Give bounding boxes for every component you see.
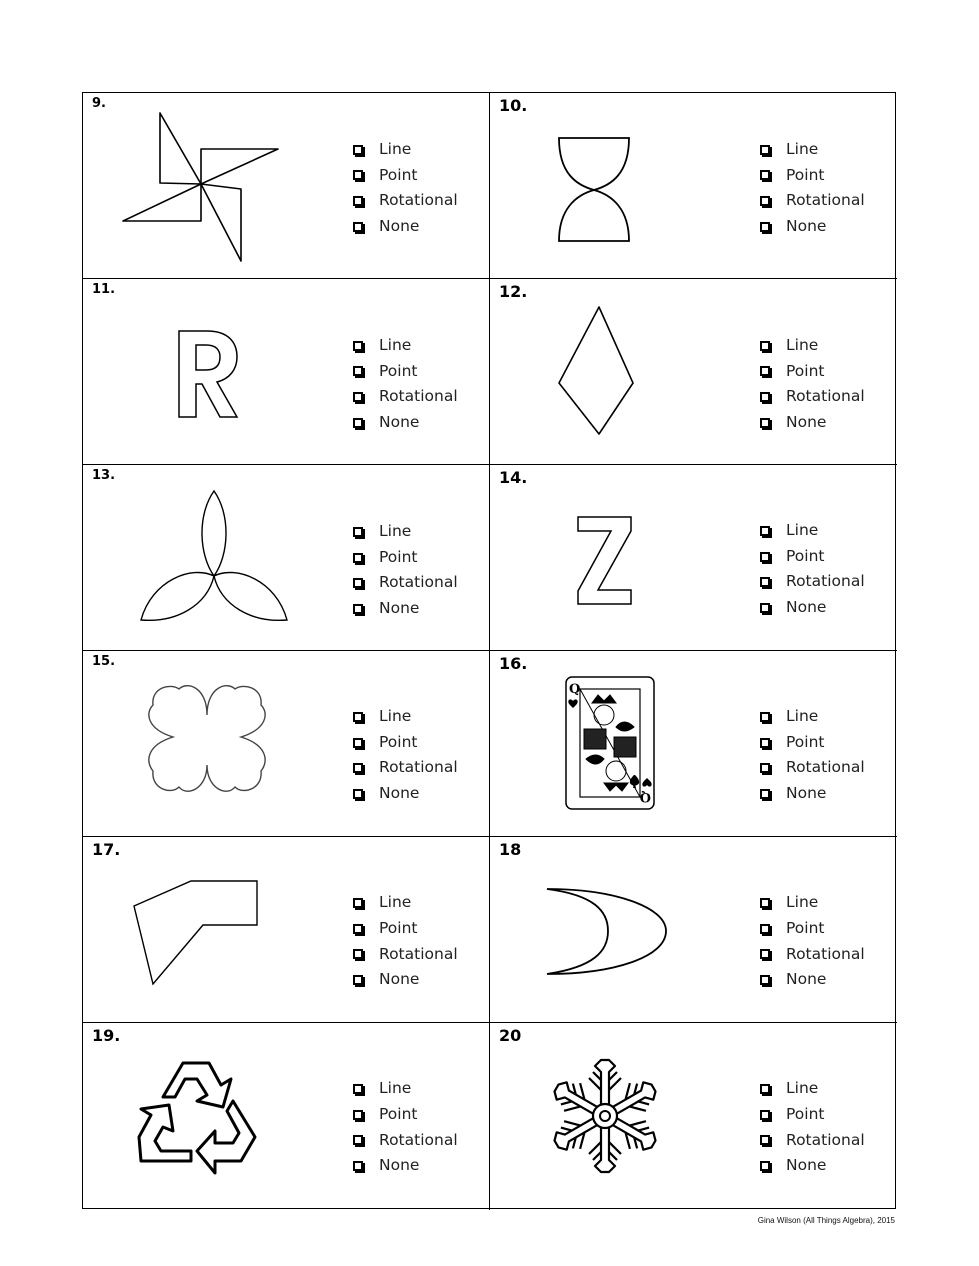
option-line[interactable]: Line bbox=[353, 137, 458, 163]
snowflake-figure bbox=[542, 1057, 668, 1175]
problem-number: 13. bbox=[92, 468, 116, 484]
option-rotational[interactable]: Rotational bbox=[353, 755, 458, 781]
option-point[interactable]: Point bbox=[353, 1102, 458, 1128]
checkbox[interactable] bbox=[353, 1110, 363, 1120]
card-rank-bottom: Q bbox=[639, 789, 651, 805]
checkbox[interactable] bbox=[760, 924, 770, 934]
option-none[interactable]: None bbox=[760, 1153, 865, 1179]
checkbox[interactable] bbox=[353, 418, 363, 428]
checkbox[interactable] bbox=[353, 738, 363, 748]
checkbox[interactable] bbox=[760, 738, 770, 748]
checkbox[interactable] bbox=[760, 366, 770, 376]
option-none[interactable]: None bbox=[760, 781, 865, 807]
option-point[interactable]: Point bbox=[760, 544, 865, 570]
option-point[interactable]: Point bbox=[760, 359, 865, 385]
option-none[interactable]: None bbox=[760, 595, 865, 621]
problem-number: 10. bbox=[499, 96, 528, 115]
checkbox[interactable] bbox=[353, 1084, 363, 1094]
checkbox[interactable] bbox=[353, 366, 363, 376]
option-rotational[interactable]: Rotational bbox=[760, 1128, 865, 1154]
checkbox[interactable] bbox=[353, 949, 363, 959]
checkbox[interactable] bbox=[760, 196, 770, 206]
options-list bbox=[760, 890, 865, 992]
option-line[interactable]: Line bbox=[353, 333, 458, 359]
options-list bbox=[353, 333, 458, 435]
option-point[interactable]: Point bbox=[353, 163, 458, 189]
worksheet-grid bbox=[82, 92, 896, 1209]
option-rotational[interactable]: Rotational bbox=[760, 384, 865, 410]
checkbox[interactable] bbox=[760, 1110, 770, 1120]
letter-r-figure bbox=[171, 325, 241, 425]
checkbox[interactable] bbox=[353, 578, 363, 588]
problem-13 bbox=[83, 465, 490, 651]
option-none[interactable]: None bbox=[353, 781, 458, 807]
checkbox[interactable] bbox=[353, 712, 363, 722]
checkbox[interactable] bbox=[760, 1084, 770, 1094]
option-line[interactable]: Line bbox=[353, 890, 458, 916]
problem-number: 20 bbox=[499, 1026, 522, 1046]
option-none[interactable]: None bbox=[760, 410, 865, 436]
checkbox[interactable] bbox=[760, 145, 770, 155]
kite-figure bbox=[552, 303, 636, 437]
options-list bbox=[760, 518, 865, 620]
option-none[interactable]: None bbox=[760, 967, 865, 993]
checkbox[interactable] bbox=[760, 975, 770, 985]
checkbox[interactable] bbox=[760, 222, 770, 232]
checkbox[interactable] bbox=[760, 552, 770, 562]
checkbox[interactable] bbox=[353, 763, 363, 773]
checkbox[interactable] bbox=[760, 526, 770, 536]
four-leaf-clover-figure bbox=[141, 679, 273, 805]
checkbox[interactable] bbox=[353, 527, 363, 537]
problem-16 bbox=[490, 651, 897, 837]
option-rotational[interactable]: Rotational bbox=[760, 942, 865, 968]
problem-19 bbox=[83, 1023, 490, 1209]
crescent-moon-figure bbox=[544, 885, 670, 979]
problem-number: 12. bbox=[499, 282, 528, 302]
option-line[interactable]: Line bbox=[760, 137, 865, 163]
checkbox[interactable] bbox=[353, 170, 363, 180]
option-point[interactable]: Point bbox=[760, 163, 865, 189]
option-none[interactable]: None bbox=[353, 596, 458, 622]
options-list bbox=[353, 890, 458, 992]
checkbox[interactable] bbox=[760, 712, 770, 722]
checkbox[interactable] bbox=[760, 898, 770, 908]
checkbox[interactable] bbox=[760, 763, 770, 773]
bent-polygon-figure bbox=[131, 877, 261, 989]
checkbox[interactable] bbox=[760, 1161, 770, 1171]
problem-number: 16. bbox=[499, 654, 528, 674]
problem-number: 9. bbox=[92, 96, 106, 111]
card-rank-top: Q bbox=[569, 682, 581, 698]
option-none[interactable]: None bbox=[353, 214, 458, 240]
problem-20 bbox=[490, 1023, 897, 1209]
checkbox[interactable] bbox=[353, 1135, 363, 1145]
problem-17 bbox=[83, 837, 490, 1023]
problem-15 bbox=[83, 651, 490, 837]
option-point[interactable]: Point bbox=[353, 545, 458, 571]
checkbox[interactable] bbox=[760, 392, 770, 402]
checkbox[interactable] bbox=[353, 222, 363, 232]
option-rotational[interactable]: Rotational bbox=[353, 1128, 458, 1154]
problem-number: 15. bbox=[92, 654, 116, 670]
option-point[interactable]: Point bbox=[353, 359, 458, 385]
problem-number: 14. bbox=[499, 468, 528, 488]
checkbox[interactable] bbox=[353, 898, 363, 908]
option-line[interactable]: Line bbox=[760, 333, 865, 359]
option-rotational[interactable]: Rotational bbox=[760, 188, 865, 214]
option-line[interactable]: Line bbox=[353, 519, 458, 545]
option-point[interactable]: Point bbox=[760, 730, 865, 756]
options-list bbox=[353, 137, 458, 239]
checkbox[interactable] bbox=[353, 975, 363, 985]
checkbox[interactable] bbox=[760, 949, 770, 959]
option-rotational[interactable]: Rotational bbox=[353, 188, 458, 214]
options-list bbox=[760, 1076, 865, 1178]
options-list bbox=[760, 704, 865, 806]
checkbox[interactable] bbox=[353, 392, 363, 402]
checkbox[interactable] bbox=[353, 1161, 363, 1171]
checkbox[interactable] bbox=[760, 789, 770, 799]
option-line[interactable]: Line bbox=[353, 704, 458, 730]
options-list bbox=[353, 1076, 458, 1178]
problem-number: 11. bbox=[92, 282, 116, 298]
hourglass-figure bbox=[552, 133, 632, 245]
checkbox[interactable] bbox=[353, 553, 363, 563]
option-line[interactable]: Line bbox=[760, 704, 865, 730]
option-line[interactable]: Line bbox=[760, 890, 865, 916]
option-point[interactable]: Point bbox=[353, 916, 458, 942]
options-list bbox=[353, 519, 458, 621]
problem-11 bbox=[83, 279, 490, 465]
option-rotational[interactable]: Rotational bbox=[353, 384, 458, 410]
checkbox[interactable] bbox=[353, 789, 363, 799]
problem-10 bbox=[490, 93, 897, 279]
option-rotational[interactable]: Rotational bbox=[353, 570, 458, 596]
checkbox[interactable] bbox=[760, 1135, 770, 1145]
option-rotational[interactable]: Rotational bbox=[760, 569, 865, 595]
checkbox[interactable] bbox=[760, 603, 770, 613]
checkbox[interactable] bbox=[760, 341, 770, 351]
checkbox[interactable] bbox=[760, 170, 770, 180]
option-none[interactable]: None bbox=[353, 410, 458, 436]
problem-number: 18 bbox=[499, 840, 522, 860]
checkbox[interactable] bbox=[353, 196, 363, 206]
recycle-symbol-figure bbox=[135, 1057, 259, 1177]
option-rotational[interactable]: Rotational bbox=[353, 942, 458, 968]
problem-number: 17. bbox=[92, 840, 121, 860]
queen-of-hearts-card-figure bbox=[564, 675, 656, 811]
problem-14 bbox=[490, 465, 897, 651]
checkbox[interactable] bbox=[353, 341, 363, 351]
option-none[interactable]: None bbox=[353, 1153, 458, 1179]
checkbox[interactable] bbox=[760, 418, 770, 428]
option-line[interactable]: Line bbox=[353, 1076, 458, 1102]
option-point[interactable]: Point bbox=[353, 730, 458, 756]
problem-9 bbox=[83, 93, 490, 279]
options-list bbox=[353, 704, 458, 806]
option-point[interactable]: Point bbox=[760, 916, 865, 942]
problem-18 bbox=[490, 837, 897, 1023]
option-none[interactable]: None bbox=[353, 967, 458, 993]
checkbox[interactable] bbox=[353, 604, 363, 614]
options-list bbox=[760, 333, 865, 435]
option-rotational[interactable]: Rotational bbox=[760, 755, 865, 781]
checkbox[interactable] bbox=[760, 577, 770, 587]
problem-number: 19. bbox=[92, 1026, 121, 1046]
options-list bbox=[760, 137, 865, 239]
option-point[interactable]: Point bbox=[760, 1102, 865, 1128]
problem-12 bbox=[490, 279, 897, 465]
checkbox[interactable] bbox=[353, 145, 363, 155]
checkbox[interactable] bbox=[353, 924, 363, 934]
letter-z-figure bbox=[574, 513, 636, 609]
option-line[interactable]: Line bbox=[760, 1076, 865, 1102]
option-line[interactable]: Line bbox=[760, 518, 865, 544]
pinwheel-figure bbox=[113, 101, 283, 273]
copyright-footer: Gina Wilson (All Things Algebra), 2015 bbox=[757, 1216, 895, 1225]
option-none[interactable]: None bbox=[760, 214, 865, 240]
three-petal-figure bbox=[137, 485, 297, 625]
